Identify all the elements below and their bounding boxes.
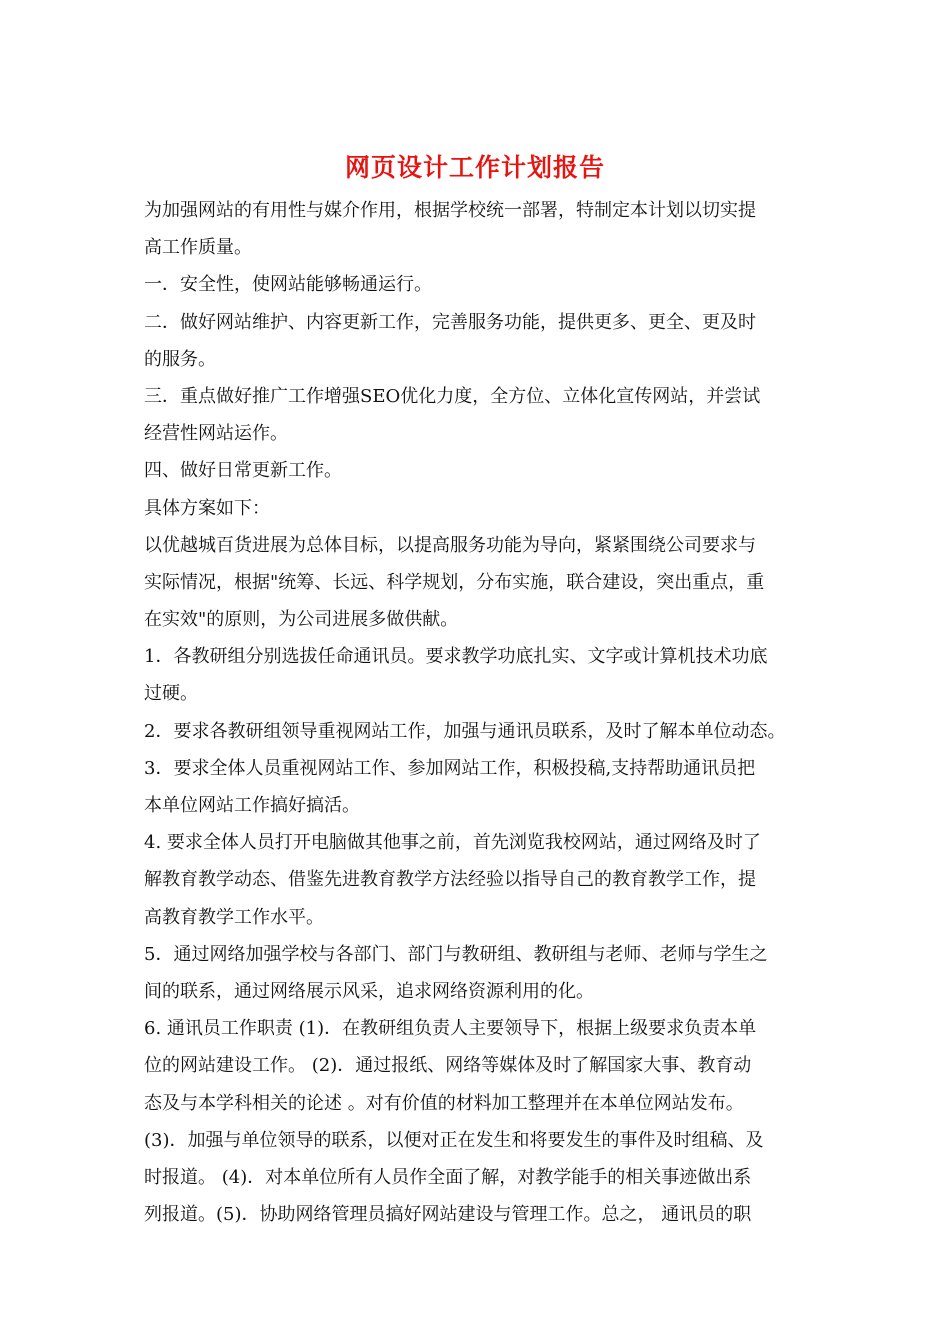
text-line: 经营性网站运作。 [144,423,288,445]
text-line: 解教育教学动态、借鉴先进教育教学方法经验以指导自己的教育教学工作，提 [144,869,756,891]
text-line: 间的联系，通过网络展示风采，追求网络资源利用的化。 [144,980,594,1002]
text-line: 列报道。(5)．协助网络管理员搞好网站建设与管理工作。总之， 通讯员的职 [144,1204,752,1226]
document-body [144,192,824,1233]
text-line: 5．通过网络加强学校与各部门、部门与教研组、教研组与老师、老师与学生之 [144,943,768,965]
text-line: (3)．加强与单位领导的联系，以便对正在发生和将要发生的事件及时组稿、及 [144,1129,764,1151]
text-line: 二．做好网站维护、内容更新工作，完善服务功能，提供更多、更全、更及时 [144,311,756,333]
text-line: 高教育教学工作水平。 [144,906,324,928]
text-line: 过硬。 [144,683,198,705]
text-line: 态及与本学科相关的论述 。对有价值的材料加工整理并在本单位网站发布。 [144,1092,744,1114]
text-line: 的服务。 [144,348,216,370]
text-line: 位的网站建设工作。 (2)．通过报纸、网络等媒体及时了解国家大事、教育动 [144,1055,752,1077]
text-line: 实际情况，根据"统筹、长远、科学规划，分布实施，联合建设，突出重点，重 [144,571,765,593]
text-line: 1．各教研组分别选拔任命通讯员。要求教学功底扎实、文字或计算机技术功底 [144,646,768,668]
text-line: 具体方案如下： [144,497,270,519]
text-line: 时报道。 (4)．对本单位所有人员作全面了解，对教学能手的相关事迹做出系 [144,1166,752,1188]
text-line: 为加强网站的有用性与媒介作用，根据学校统一部署，特制定本计划以切实提 [144,200,756,221]
text-line: 以优越城百货进展为总体目标，以提高服务功能为导向，紧紧围绕公司要求与 [144,534,756,556]
text-line: 一．安全性，使网站能够畅通运行。 [144,274,432,296]
text-line: 四、做好日常更新工作。 [144,460,342,482]
text-line: 6. 通讯员工作职责 (1)．在教研组负责人主要领导下，根据上级要求负责本单 [144,1018,757,1040]
text-line: 三．重点做好推广工作增强SEO优化力度，全方位、立体化宣传网站，并尝试 [144,385,761,407]
text-line: 在实效"的原则，为公司进展多做供献。 [144,609,459,631]
text-line: 高工作质量。 [144,237,252,259]
text-line: 本单位网站工作搞好搞活。 [144,795,360,816]
text-line: 3．要求全体人员重视网站工作、参加网站工作，积极投稿,支持帮助通讯员把 [144,757,756,779]
text-line: 4. 要求全体人员打开电脑做其他事之前，首先浏览我校网站，通过网络及时了 [144,832,761,854]
text-line: 2．要求各教研组领导重视网站工作，加强与通讯员联系，及时了解本单位动态。 [144,720,786,742]
document-title: 网页设计工作计划报告 [344,153,605,182]
